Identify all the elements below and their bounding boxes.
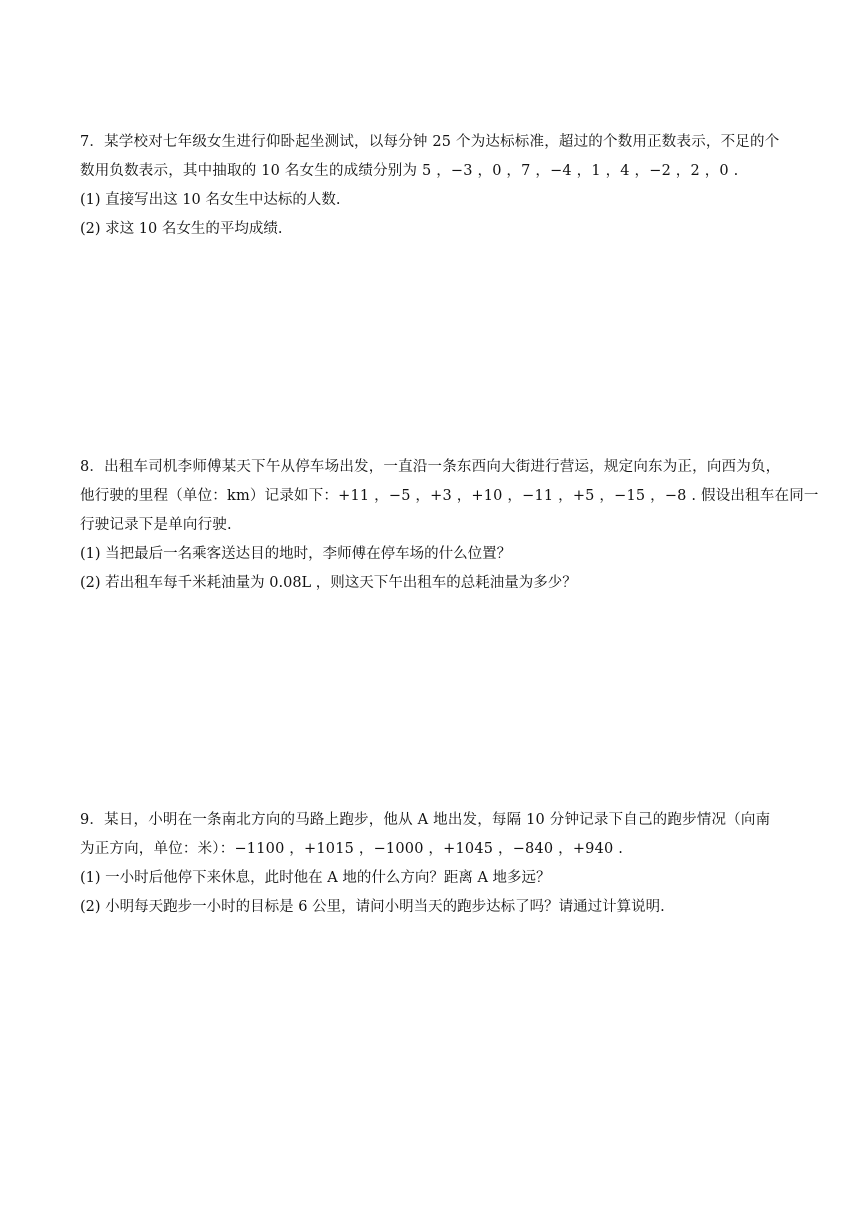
problem-7-line-2: 数用负数表示，其中抽取的 10 名女生的成绩分别为 5 ，−3 ，0 ，7 ，−4 ，1 ，4 ，−2 ，2 ，0 . [80,163,739,179]
problem-7-part-2: (2) 求这 10 名女生的平均成绩. [80,221,283,237]
problem-7-line-1: 7．某学校对七年级女生进行仰卧起坐测试，以每分钟 25 个为达标标准，超过的个数用正数表示，不足的个 [80,134,780,150]
problem-7-part-1: (1) 直接写出这 10 名女生中达标的人数. [80,192,341,208]
problem-8 [80,453,819,598]
problem-8-line-3: 行驶记录下是单向行驶. [80,517,232,533]
problem-8-part-1: (1) 当把最后一名乘客送达目的地时，李师傅在停车场的什么位置？ [80,546,512,562]
problem-7 [80,128,785,244]
problem-9-part-2: (2) 小明每天跑步一小时的目标是 6 公里，请问小明当天的跑步达标了吗？请通过计算说明. [80,899,665,915]
problem-9-line-1: 9．某日，小明在一条南北方向的马路上跑步，他从 A 地出发，每隔 10 分钟记录下自己的跑步情况（向南 [80,812,771,828]
problem-9 [80,806,785,922]
problem-9-part-1: (1) 一小时后他停下来休息，此时他在 A 地的什么方向？距离 A 地多远？ [80,870,551,886]
problem-8-line-1: 8．出租车司机李师傅某天下午从停车场出发，一直沿一条东西向大街进行营运，规定向东为正，向西为负， [80,459,781,475]
problem-8-line-2: 他行驶的里程（单位：km）记录如下：+11 ，−5 ，+3 ，+10 ，−11 ，+5 ，−15 ，−8 . 假设出租车在同一 [80,488,819,504]
problem-8-part-2: (2) 若出租车每千米耗油量为 0.08L ，则这天下午出租车的总耗油量为多少？ [80,575,577,591]
problem-9-line-2: 为正方向，单位：米）：−1100 ，+1015 ，−1000 ，+1045 ，−840 ，+940 . [80,841,624,857]
